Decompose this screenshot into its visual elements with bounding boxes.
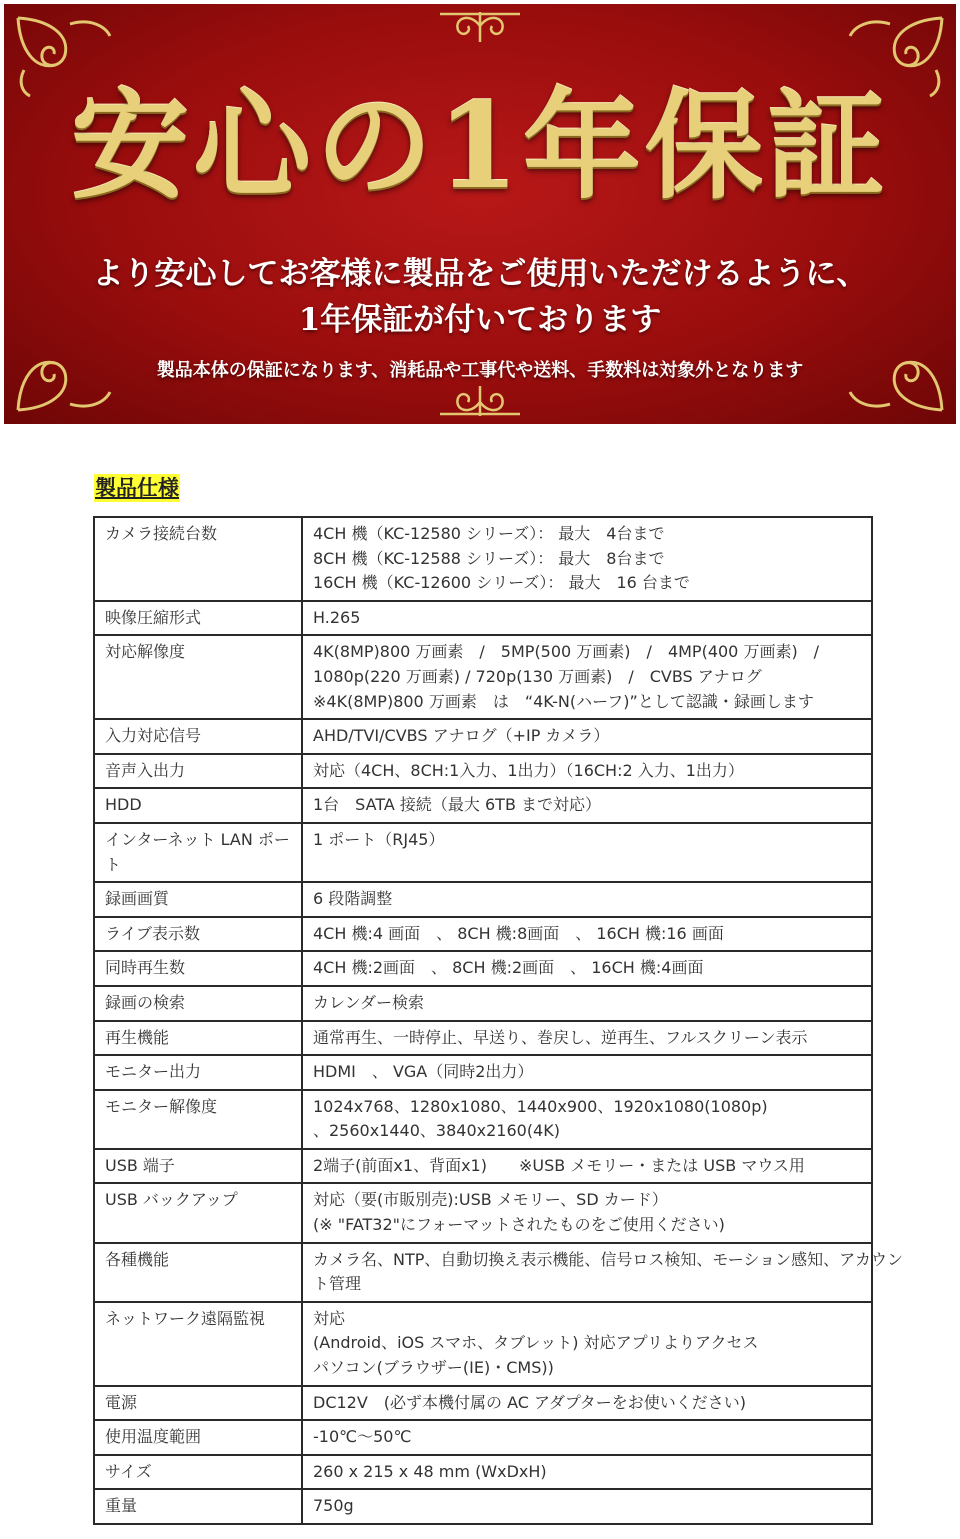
spec-value	[302, 1090, 872, 1149]
spec-value-line: 対応（要(市販別売):USB メモリー、SD カード）	[313, 1190, 668, 1210]
spec-value-line: 4CH 機（KC-12580 シリーズ）： 最大 4台まで	[313, 524, 665, 543]
spec-value-line: 対応（4CH、8CH:1入力、1出力）（16CH:2 入力、1出力）	[313, 760, 744, 780]
spec-value	[302, 1055, 872, 1090]
spec-value	[302, 1183, 872, 1242]
spec-value-line: 対応	[313, 1308, 346, 1328]
spec-label: HDD	[94, 788, 302, 823]
spec-value-line: 1 ポート（RJ45）	[313, 829, 445, 849]
spec-value-line: 2端子(前面x1、背面x1) ※USB メモリー・または USB マウス用	[313, 1155, 805, 1175]
table-row	[94, 951, 872, 986]
spec-value-line: 260 x 215 x 48 mm (WxDxH)	[313, 1461, 547, 1481]
spec-value-line: パソコン(ブラウザー(IE)・CMS))	[313, 1358, 554, 1378]
spec-value	[302, 1420, 872, 1455]
spec-value-line: (※ "FAT32"にフォーマットされたものをご使用ください)	[313, 1215, 725, 1235]
spec-value-line: 4K(8MP)800 万画素 / 5MP(500 万画素) / 4MP(400 万画素) /	[313, 642, 820, 662]
spec-label: 電源	[94, 1386, 302, 1421]
spec-label: 録画の検索	[94, 986, 302, 1021]
spec-value	[302, 1302, 872, 1386]
table-row	[94, 1090, 872, 1149]
spec-label: 音声入出力	[94, 754, 302, 789]
table-row	[94, 719, 872, 754]
spec-value	[302, 788, 872, 823]
spec-value-line: 通常再生、一時停止、早送り、巻戻し、逆再生、フルスクリーン表示	[313, 1027, 808, 1047]
spec-value-line: HDMI 、 VGA（同時2出力）	[313, 1062, 534, 1082]
spec-value	[302, 719, 872, 754]
spec-value-line: DC12V (必ず本機付属の AC アダプターをお使いください)	[313, 1392, 747, 1412]
warranty-banner	[4, 4, 956, 424]
spec-label: モニター解像度	[94, 1090, 302, 1149]
table-row	[94, 882, 872, 917]
spec-value	[302, 1386, 872, 1421]
spec-label: 各種機能	[94, 1243, 302, 1302]
spec-value	[302, 1149, 872, 1184]
warranty-note: 製品本体の保証になります、消耗品や工事代や送料、手数料は対象外となります	[156, 360, 804, 381]
spec-value-line: -10℃～50℃	[313, 1427, 412, 1447]
table-row	[94, 1183, 872, 1242]
spec-label: サイズ	[94, 1455, 302, 1490]
spec-value	[302, 517, 872, 601]
table-row	[94, 788, 872, 823]
spec-label: 対応解像度	[94, 635, 302, 719]
spec-value	[302, 917, 872, 952]
spec-value-line: (Android、iOS スマホ、タブレット) 対応アプリよりアクセス	[313, 1333, 759, 1353]
spec-value	[302, 1489, 872, 1524]
table-row	[94, 601, 872, 636]
spec-value	[302, 1455, 872, 1490]
table-row	[94, 1243, 872, 1302]
spec-label: 重量	[94, 1489, 302, 1524]
table-row	[94, 1021, 872, 1056]
spec-label: カメラ接続台数	[94, 517, 302, 601]
spec-label: USB バックアップ	[94, 1183, 302, 1242]
warranty-message-line-1: より安心してお客様に製品をご使用いただけるように、	[92, 256, 868, 292]
spec-value-line: 4CH 機:4 画面 、 8CH 機:8画面 、 16CH 機:16 画面	[313, 923, 724, 943]
spec-value	[302, 601, 872, 636]
warranty-title: 安心の1年保証	[70, 76, 890, 215]
table-row	[94, 1420, 872, 1455]
spec-label: 入力対応信号	[94, 719, 302, 754]
spec-value	[302, 823, 872, 882]
table-row	[94, 1302, 872, 1386]
spec-label: インターネット LAN ポート	[94, 823, 302, 882]
spec-value	[302, 1243, 903, 1302]
spec-value-line: ※4K(8MP)800 万画素 は “4K-N(ハーフ)”として認識・録画します	[313, 691, 814, 711]
spec-label: 同時再生数	[94, 951, 302, 986]
table-row	[94, 754, 872, 789]
spec-value-line: 1台 SATA 接続（最大 6TB まで対応）	[313, 795, 602, 815]
spec-value-line: 1080p(220 万画素) / 720p(130 万画素) / CVBS アナログ	[313, 666, 762, 686]
table-row	[94, 917, 872, 952]
table-row	[94, 1055, 872, 1090]
spec-value-line: 750g	[313, 1496, 354, 1516]
table-row	[94, 1455, 872, 1490]
table-row	[94, 1386, 872, 1421]
spec-label: ライブ表示数	[94, 917, 302, 952]
spec-value	[302, 1021, 872, 1056]
spec-heading: 製品仕様	[95, 476, 179, 500]
spec-value-line: H.265	[313, 607, 361, 627]
spec-label: ネットワーク遠隔監視	[94, 1302, 302, 1386]
spec-value	[302, 951, 872, 986]
spec-value-line: 16CH 機（KC-12600 シリーズ）： 最大 16 台まで	[313, 573, 690, 593]
spec-value	[302, 986, 872, 1021]
spec-value-line: ト管理	[313, 1274, 362, 1294]
spec-label: 録画画質	[94, 882, 302, 917]
spec-value-line: 6 段階調整	[313, 889, 393, 909]
warranty-message-line-2: 1年保証が付いております	[298, 302, 662, 338]
spec-label: モニター出力	[94, 1055, 302, 1090]
table-row	[94, 635, 872, 719]
spec-value-line: カメラ名、NTP、自動切換え表示機能、信号ロス検知、モーション感知、アカウン	[313, 1249, 903, 1269]
spec-value-line: AHD/TVI/CVBS アナログ（+IP カメラ）	[313, 726, 610, 746]
spec-label: 映像圧縮形式	[94, 601, 302, 636]
table-row	[94, 823, 872, 882]
spec-table	[93, 516, 903, 1525]
bottom-center-ornament-icon	[430, 380, 530, 420]
spec-value-line: カレンダー検索	[313, 992, 424, 1012]
spec-label: USB 端子	[94, 1149, 302, 1184]
spec-value	[302, 635, 872, 719]
spec-value	[302, 882, 872, 917]
table-row	[94, 1149, 872, 1184]
top-center-ornament-icon	[430, 8, 530, 48]
spec-value-line: 、2560x1440、3840x2160(4K)	[313, 1121, 560, 1141]
table-row	[94, 1489, 872, 1524]
spec-value-line: 1024x768、1280x1080、1440x900、1920x1080(1080p)	[313, 1096, 768, 1116]
spec-value	[302, 754, 872, 789]
spec-label: 再生機能	[94, 1021, 302, 1056]
table-row	[94, 517, 872, 601]
spec-value-line: 4CH 機:2画面 、 8CH 機:2画面 、 16CH 機:4画面	[313, 958, 704, 978]
spec-value-line: 8CH 機（KC-12588 シリーズ）： 最大 8台まで	[313, 548, 665, 568]
table-row	[94, 986, 872, 1021]
spec-label: 使用温度範囲	[94, 1420, 302, 1455]
